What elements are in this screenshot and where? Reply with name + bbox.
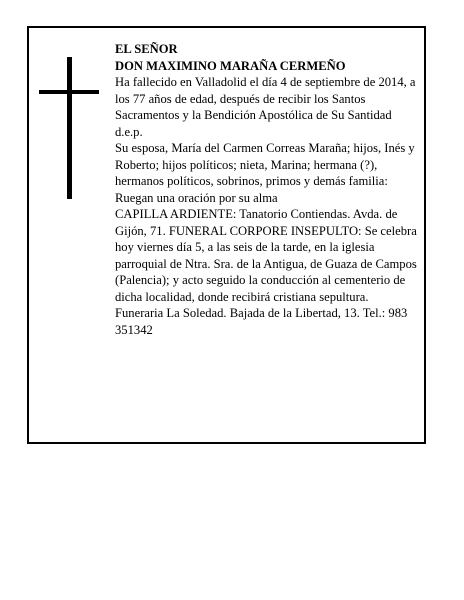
obituary-notice bbox=[27, 26, 426, 444]
notice-title: EL SEÑOR bbox=[115, 42, 178, 56]
death-announcement: Ha fallecido en Valladolid el día 4 de septiembre de 2014, a los 77 años de edad, después de recibir los Santos Sacramentos y la Bendición Apostólica de Su Santidad bbox=[115, 75, 416, 122]
cross-vertical-bar bbox=[67, 57, 72, 199]
rest-in-peace: d.e.p. bbox=[115, 124, 143, 139]
notice-text bbox=[115, 41, 417, 338]
funeral-details: CAPILLA ARDIENTE: Tanatorio Contiendas. Avda. de Gijón, 71. FUNERAL CORPORE INSEPULTO: Se celebra hoy viernes día 5, a las seis de la tarde, en la iglesia parroquial de Ntra. Sra. de la Antigua, de Guaza de Campos (Palencia); y acto seguido la conducción al cementerio de dicha localidad, donde recibirá cristiana sepultura. bbox=[115, 207, 417, 304]
family-list: Su esposa, María del Carmen Correas Maraña; hijos, Inés y Roberto; hijos políticos; nieta, Marina; hermana (?), hermanos políticos, sobrinos, primos y demás familia: bbox=[115, 141, 415, 188]
latin-cross-icon bbox=[39, 57, 99, 199]
deceased-name: DON MAXIMINO MARAÑA CERMEÑO bbox=[115, 58, 346, 73]
prayer-request: Ruegan una oración por su alma bbox=[115, 190, 278, 205]
cross-horizontal-bar bbox=[39, 90, 99, 94]
funeral-home-contact: Funeraria La Soledad. Bajada de la Libertad, 13. Tel.: 983 351342 bbox=[115, 306, 408, 337]
